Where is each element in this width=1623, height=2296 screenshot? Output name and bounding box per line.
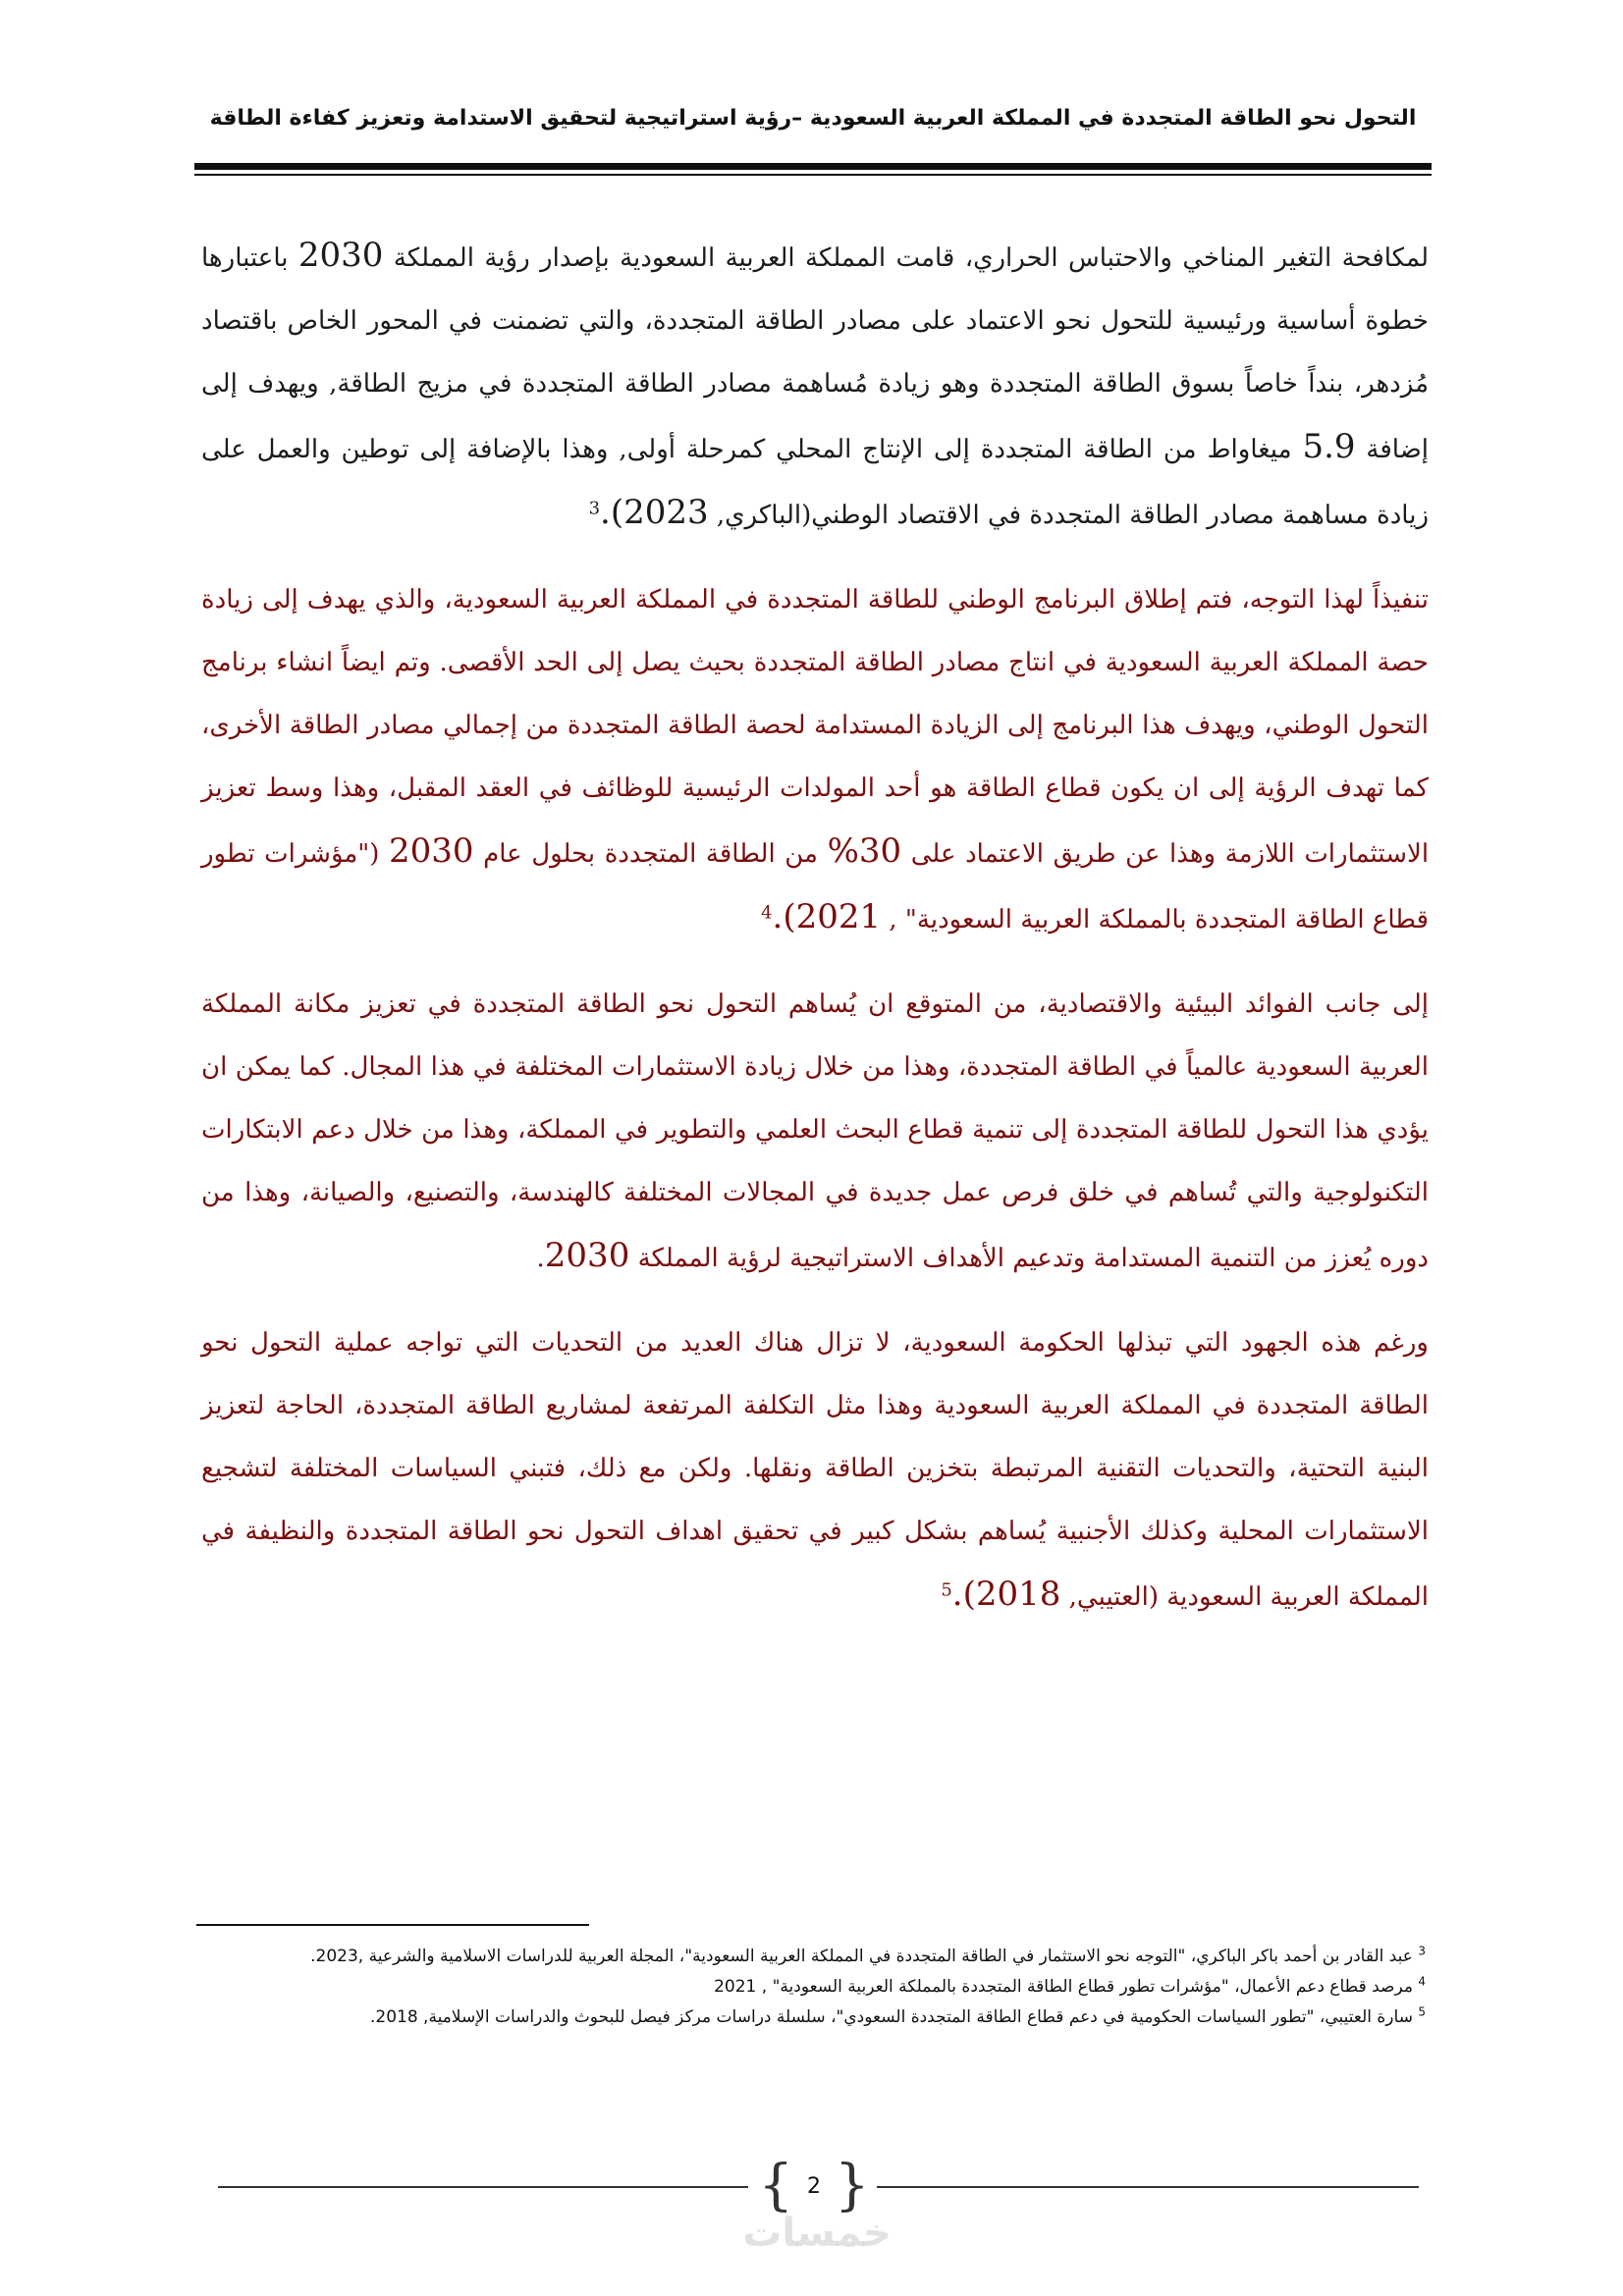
page-number: 2: [807, 2173, 821, 2199]
footnote-ref-4[interactable]: 4: [761, 902, 773, 924]
footnote-3-number: 3: [1418, 1944, 1426, 1958]
paragraph-2: [201, 568, 1429, 951]
paragraph-2-text-b: من الطاقة المتجددة بحلول عام: [483, 839, 818, 869]
page-number-box: [754, 2155, 874, 2217]
paragraph-2-text-c: ("مؤشرات تطور قطاع الطاقة المتجددة بالمملكة العربية السعودية" ,: [201, 839, 1429, 934]
paragraph-1-text-d: ).: [600, 493, 624, 532]
paragraph-3-text-b: .: [536, 1244, 545, 1273]
watermark-logo: خمسات: [742, 2211, 892, 2256]
footnote-ref-3[interactable]: 3: [588, 498, 601, 519]
footnote-4-number: 4: [1418, 1974, 1426, 1989]
footnote-3-text: عبد القادر بن أحمد باكر الباكري، "التوجه نحو الاستثمار في الطاقة المتجددة في المملكة العربية السعودية"، المجلة العربية للدراسات الاسلامية والشرعية ,2023.: [310, 1947, 1413, 1966]
paragraph-2-number-c: 2021: [795, 897, 882, 936]
paragraph-2-number-a: 30%: [827, 831, 902, 871]
paragraph-1-text-c: ميغاواط من الطاقة المتجددة إلى الإنتاج المحلي كمرحلة أولى, وهذا بالإضافة إلى توطين والعمل على زيادة مساهمة مصادر الطاقة المتجددة في الاقتصاد الوطني(الباكري,: [201, 435, 1429, 530]
footnote-5-text: سارة العتيبي، "تطور السياسات الحكومية في دعم قطاع الطاقة المتجددة السعودي"، سلسلة دراسات مركز فيصل للبحوث والدراسات الإسلامية, 2018.: [369, 2007, 1413, 2027]
paragraph-1-number-b: 5.9: [1302, 427, 1356, 466]
paragraph-4-text-a: ورغم هذه الجهود التي تبذلها الحكومة السعودية، لا تزال هناك العديد من التحديات التي تواجه عملية التحول نحو الطاقة المتجددة في المملكة العربية السعودية وهذا مثل التكلفة المرتفعة لمشاريع الطاقة المتجددة، الحاجة لتعزيز البنية التحتية، والتحديات التقنية المرتبطة بتخزين الطاقة ونقلها. ولكن مع ذلك، فتبني السياسات المختلفة لتشجيع الاستثمارات المحلية وكذلك الأجنبية يُساهم بشكل كبير في تحقيق اهداف التحول نحو الطاقة المتجددة والنظيفة في المملكة العربية السعودية (العتيبي,: [201, 1328, 1429, 1612]
footnote-ref-5[interactable]: 5: [941, 1579, 952, 1601]
header-rule-thick: [194, 163, 1432, 170]
footnote-4: [285, 1974, 1426, 2001]
brace-right-icon: }: [835, 2154, 870, 2217]
running-header: التحول نحو الطاقة المتجددة في المملكة العربية السعودية –رؤية استراتيجية لتحقيق الاستدامة وتعزيز كفاءة الطاقة: [209, 106, 1417, 131]
paragraph-3-text-a: إلى جانب الفوائد البيئية والاقتصادية، من المتوقع ان يُساهم التحول نحو الطاقة المتجددة في تعزيز مكانة المملكة العربية السعودية عالمياً في الطاقة المتجددة، وهذا من خلال زيادة الاستثمارات المختلفة في هذا المجال. كما يمكن ان يؤدي هذا التحول للطاقة المتجددة إلى تنمية قطاع البحث العلمي والتطوير في المملكة، وهذا من خلال دعم الابتكارات التكنولوجية والتي تُساهم في خلق فرص عمل جديدة في المجالات المختلفة كالهندسة، والتصنيع، والصيانة، وهذا من دوره يُعزز من التنمية المستدامة وتدعيم الأهداف الاستراتيجية لرؤية المملكة: [201, 989, 1429, 1273]
main-text: [201, 224, 1429, 1650]
footnote-5-number: 5: [1418, 2004, 1426, 2019]
footer-line-right: [877, 2186, 1419, 2188]
paragraph-1-text-a: لمكافحة التغير المناخي والاحتباس الحراري، قامت المملكة العربية السعودية بإصدار رؤية المملكة: [393, 243, 1429, 273]
paragraph-2-number-b: 2030: [389, 831, 474, 871]
paragraph-2-text-d: ).: [772, 897, 796, 936]
paragraph-4: [201, 1311, 1429, 1629]
paragraph-1-number-c: 2023: [623, 493, 709, 532]
paragraph-3: [201, 973, 1429, 1290]
paragraph-3-number-a: 2030: [544, 1236, 630, 1275]
footnote-separator: [196, 1924, 589, 1926]
header-rule-thin: [194, 174, 1432, 176]
brace-left-icon: {: [758, 2154, 793, 2217]
footnote-4-text: مرصد قطاع دعم الأعمال، "مؤشرات تطور قطاع الطاقة المتجددة بالمملكة العربية السعودية" , 2021: [714, 1977, 1413, 1997]
footnote-5: [285, 2004, 1426, 2031]
paragraph-1-number-a: 2030: [298, 236, 384, 275]
paragraph-4-number-a: 2018: [975, 1575, 1061, 1614]
footnote-3: [285, 1944, 1426, 1970]
footer-line-left: [218, 2186, 748, 2188]
paragraph-4-text-b: ).: [951, 1575, 976, 1614]
paragraph-1-text-b: باعتبارها خطوة أساسية ورئيسية للتحول نحو الاعتماد على مصادر الطاقة المتجددة، والتي تضمنت في المحور الخاص باقتصاد مُزدهر، بنداً خاصاً بسوق الطاقة المتجددة وهو زيادة مُساهمة مصادر الطاقة المتجددة في مزيج الطاقة, ويهدف إلى إضافة: [201, 243, 1430, 464]
footnotes: [285, 1944, 1426, 2035]
paragraph-2-text-a: تنفيذاً لهذا التوجه، فتم إطلاق البرنامج الوطني للطاقة المتجددة في المملكة العربية السعودية، والذي يهدف إلى زيادة حصة المملكة العربية السعودية في انتاج مصادر الطاقة المتجددة بحيث يصل إلى الحد الأقصى. وتم ايضاً انشاء برنامج التحول الوطني، ويهدف هذا البرنامج إلى الزيادة المستدامة لحصة الطاقة المتجددة من إجمالي مصادر الطاقة الأخرى، كما تهدف الرؤية إلى ان يكون قطاع الطاقة هو أحد المولدات الرئيسية للوظائف في العقد المقبل، وهذا وسط تعزيز الاستثمارات اللازمة وهذا عن طريق الاعتماد على: [201, 585, 1430, 869]
paragraph-1: [201, 224, 1429, 547]
